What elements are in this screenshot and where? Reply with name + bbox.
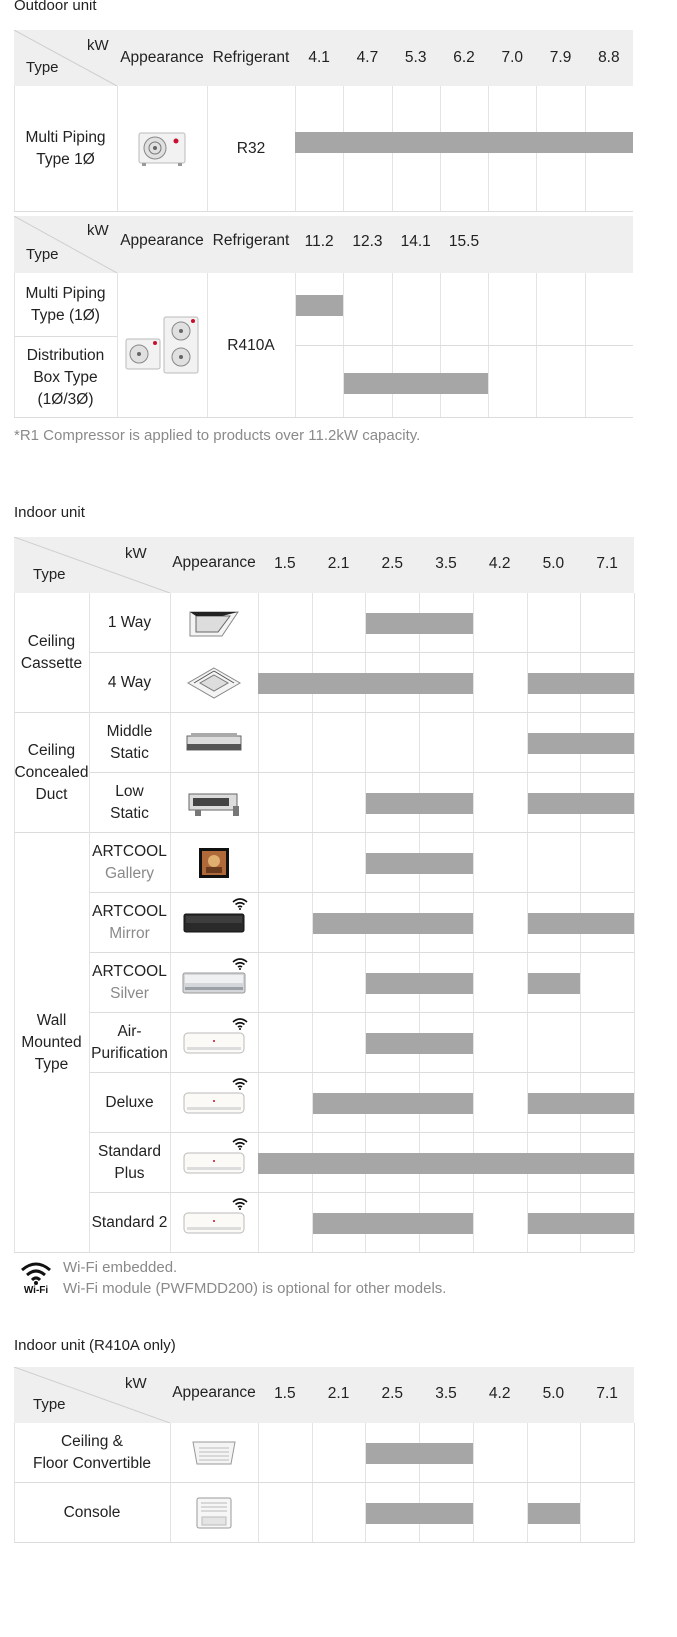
capacity-header: 3.5 [435, 555, 457, 572]
row-type-name [89, 1073, 170, 1133]
row-type-name: Distribution Box Type (1Ø/3Ø) [26, 346, 105, 408]
indoor-table [14, 537, 634, 1252]
capacity-range-bar [366, 973, 472, 994]
capacity-header: 7.0 [501, 49, 524, 66]
grid-line [258, 1423, 259, 1543]
refrigerant-value: R410A [227, 336, 275, 354]
row-type-name [89, 1133, 170, 1193]
row-type-label: Console [63, 1504, 121, 1521]
capacity-range-bar [366, 613, 472, 634]
compressor-note: *R1 Compressor is applied to products over 11.2kW capacity. [14, 427, 421, 444]
grid-line [89, 593, 90, 713]
capacity-range-bar [313, 1093, 473, 1114]
wifi-legend-line2: Wi-Fi module (PWFMDD200) is optional for other models. [63, 1280, 447, 1297]
capacity-header: 11.2 [304, 233, 334, 250]
appearance-header: Appearance [172, 1384, 256, 1401]
capacity-header: 7.1 [596, 555, 618, 572]
capacity-header: 8.8 [598, 49, 620, 66]
capacity-header: 2.5 [381, 1385, 404, 1402]
capacity-range-bar [366, 1443, 472, 1464]
capacity-range-bar [366, 1033, 472, 1054]
capacity-range-bar [366, 1503, 472, 1524]
capacity-range-bar [528, 733, 634, 754]
row-type-label: Standard Plus [98, 1143, 161, 1182]
table-bottom-border [14, 417, 633, 418]
row-type-label: Ceiling & Floor Convertible [32, 1433, 152, 1472]
type-label: Type [33, 566, 66, 583]
wifi-icon [232, 1017, 248, 1035]
row-type-sublabel: Mirror [109, 925, 150, 942]
capacity-header: 7.1 [596, 1385, 618, 1402]
capacity-range-bar [344, 373, 488, 394]
type-label: Type [26, 246, 59, 263]
duct-low-static-icon [170, 773, 258, 833]
row-type-name [89, 1193, 170, 1253]
capacity-header: 2.1 [327, 555, 350, 572]
row-type-label: Middle Static [106, 723, 153, 762]
capacity-range-bar [528, 1213, 634, 1234]
wifi-icon [232, 897, 248, 915]
capacity-range-bar [528, 793, 634, 814]
grid-line [419, 1423, 420, 1543]
outdoor-units-multi-fan-icon [117, 273, 207, 418]
row-type-name [89, 893, 170, 953]
row-type-label: 1 Way [107, 614, 152, 631]
wifi-icon [232, 1137, 248, 1155]
refrigerant-value: R32 [236, 140, 266, 157]
wifi-legend-icon [18, 1260, 54, 1300]
row-type-label: Standard 2 [91, 1214, 168, 1231]
indoor-r410a-table [14, 1367, 634, 1543]
console-icon [170, 1483, 258, 1543]
indoor-section-title: Indoor unit [14, 504, 85, 521]
capacity-range-bar [295, 132, 633, 153]
wifi-legend-label: Wi-Fi [23, 1285, 49, 1296]
row-type-name: Multi Piping Type (1Ø) [25, 284, 106, 324]
row-type-label: ARTCOOL [92, 963, 167, 980]
kw-label: kW [87, 37, 109, 54]
type-label: Type [26, 59, 59, 76]
refrigerant-header: Refrigerant [212, 232, 290, 249]
grid-line [580, 1423, 581, 1543]
row-type-label: Low Static [110, 783, 149, 822]
capacity-range-bar [313, 913, 473, 934]
table-bottom-border [14, 211, 633, 212]
capacity-header: 15.5 [448, 233, 480, 250]
outdoor-unit-single-fan-icon [117, 86, 207, 212]
capacity-header: 4.1 [308, 49, 330, 66]
capacity-header: 6.2 [453, 49, 475, 66]
capacity-range-bar [258, 1153, 634, 1174]
capacity-header: 1.5 [274, 555, 296, 572]
grid-line [473, 1423, 474, 1543]
row-type-name [89, 773, 170, 833]
row-type-name [14, 1423, 170, 1483]
capacity-header: 2.1 [327, 1385, 350, 1402]
row-type-label: 4 Way [107, 674, 152, 691]
grid-line [634, 1423, 635, 1543]
capacity-range-bar [313, 1213, 473, 1234]
row-type-sublabel: Silver [110, 985, 149, 1002]
wifi-icon [232, 957, 248, 975]
grid-line [527, 1423, 528, 1543]
kw-label: kW [125, 1375, 147, 1392]
kw-label: kW [125, 545, 147, 562]
row-type-name: Multi Piping Type 1Ø [25, 129, 106, 168]
grid-line [89, 713, 90, 833]
appearance-header: Appearance [120, 232, 204, 249]
capacity-header: 1.5 [274, 1385, 296, 1402]
capacity-range-bar [296, 295, 343, 316]
outdoor-table-r410a [14, 216, 633, 418]
capacity-range-bar [528, 1093, 634, 1114]
row-type-label: ARTCOOL [92, 843, 167, 860]
capacity-header: 12.3 [352, 233, 383, 250]
capacity-range-bar [258, 673, 473, 694]
appearance-header: Appearance [172, 554, 256, 571]
capacity-header: 4.2 [488, 1385, 511, 1402]
capacity-range-bar [528, 973, 581, 994]
type-label: Type [33, 1396, 66, 1413]
appearance-header: Appearance [120, 49, 204, 66]
capacity-header: 4.7 [356, 49, 379, 66]
row-type-name [89, 653, 170, 713]
refrigerant-header: Refrigerant [212, 49, 290, 66]
group-name: Wall Mounted Type [21, 1012, 82, 1073]
row-type-name [89, 953, 170, 1013]
capacity-header: 5.0 [542, 555, 565, 572]
indoor-r410a-section-title: Indoor unit (R410A only) [14, 1337, 176, 1354]
grid-line [312, 1423, 313, 1543]
group-name: Ceiling Cassette [20, 633, 83, 672]
capacity-range-bar [366, 793, 472, 814]
capacity-header: 5.0 [542, 1385, 565, 1402]
wifi-icon [232, 1077, 248, 1095]
outdoor-table-r32 [14, 30, 633, 212]
outdoor-section-title: Outdoor unit [14, 0, 97, 14]
row-type-name [89, 593, 170, 653]
wifi-icon [232, 1197, 248, 1215]
capacity-header: 14.1 [400, 233, 431, 250]
capacity-header: 2.5 [381, 555, 404, 572]
capacity-range-bar [528, 1503, 581, 1524]
grid-line [89, 833, 90, 1253]
ceiling-floor-convertible-icon [170, 1423, 258, 1483]
capacity-header: 3.5 [435, 1385, 457, 1402]
duct-middle-static-icon [170, 713, 258, 773]
capacity-header: 4.2 [488, 555, 511, 572]
row-divider [295, 345, 633, 346]
row-type-name [89, 833, 170, 893]
cassette-1way-icon [170, 593, 258, 653]
capacity-range-bar [528, 913, 634, 934]
row-type-name [14, 1483, 170, 1543]
capacity-header: 5.3 [404, 49, 427, 66]
capacity-range-bar [528, 673, 634, 694]
grid-line [365, 1423, 366, 1543]
capacity-header: 7.9 [549, 49, 572, 66]
row-type-name [89, 1013, 170, 1073]
row-type-label: Air- Purification [91, 1023, 168, 1062]
row-type-name [89, 713, 170, 773]
row-type-label: ARTCOOL [92, 903, 167, 920]
wifi-legend-line1: Wi-Fi embedded. [63, 1259, 178, 1276]
grid-line [634, 593, 635, 1252]
row-type-label: Deluxe [105, 1094, 154, 1111]
cassette-4way-icon [170, 653, 258, 713]
kw-label: kW [87, 222, 109, 239]
artcool-gallery-icon [170, 833, 258, 893]
group-name: Ceiling Concealed Duct [14, 742, 89, 803]
row-type-sublabel: Gallery [104, 865, 155, 882]
row-divider [14, 1252, 89, 1253]
capacity-range-bar [366, 853, 472, 874]
